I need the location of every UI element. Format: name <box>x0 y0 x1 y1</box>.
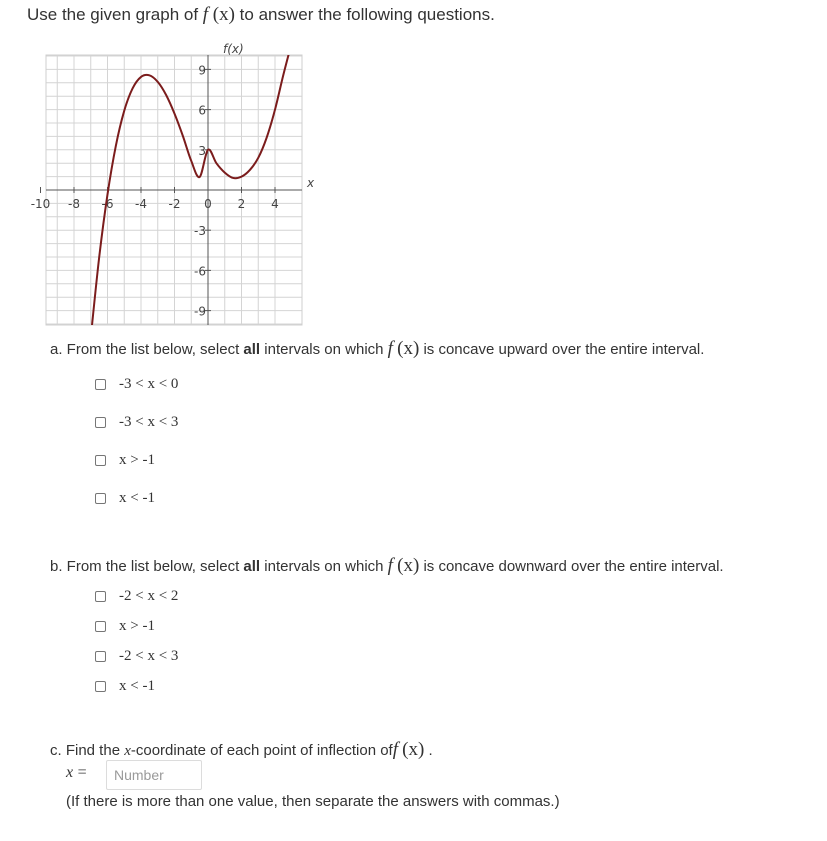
part-b-option-1[interactable]: -2 < x < 2 <box>95 588 178 605</box>
y-tick-label: 6 <box>198 103 206 118</box>
y-tick-label: 9 <box>198 63 206 78</box>
x-tick-label: 2 <box>237 197 246 211</box>
x-tick-label: -4 <box>135 197 147 211</box>
x-tick-label: -2 <box>168 197 181 211</box>
checkbox[interactable] <box>95 651 106 662</box>
y-axis-label: f(x) <box>223 42 244 56</box>
x-tick-label: 4 <box>271 197 279 211</box>
answer-note: (If there is more than one value, then separate the answers with commas.) <box>66 793 560 810</box>
answer-label: x = <box>66 764 87 781</box>
checkbox[interactable] <box>95 417 106 428</box>
checkbox[interactable] <box>95 591 106 602</box>
inflection-answer-input[interactable] <box>106 760 202 790</box>
part-a-option-4[interactable]: x < -1 <box>95 490 155 507</box>
checkbox[interactable] <box>95 621 106 632</box>
y-tick-label: -6 <box>194 264 206 279</box>
part-b-option-4[interactable]: x < -1 <box>95 678 155 695</box>
y-tick-label: -9 <box>194 304 206 319</box>
part-b-option-2[interactable]: x > -1 <box>95 618 155 635</box>
checkbox[interactable] <box>95 455 106 466</box>
part-c-question: c. Find the x-coordinate of each point of inflection off (x) . <box>50 739 433 760</box>
part-a-option-1[interactable]: -3 < x < 0 <box>95 376 178 393</box>
y-tick-label: -3 <box>194 224 206 239</box>
question-intro: Use the given graph of f (x) to answer the following questions. <box>27 4 495 25</box>
x-tick-label: -8 <box>68 197 80 211</box>
part-a-question: a. From the list below, select all intervals on which f (x) is concave upward over the entire interval. <box>50 338 705 359</box>
checkbox[interactable] <box>95 493 106 504</box>
checkbox[interactable] <box>95 379 106 390</box>
x-tick-label: -10 <box>30 197 51 211</box>
part-b-option-3[interactable]: -2 < x < 3 <box>95 648 178 665</box>
y-tick-label: 3 <box>198 143 206 158</box>
x-axis-label: x <box>307 176 315 190</box>
checkbox[interactable] <box>95 681 106 692</box>
x-tick-label: 0 <box>204 197 212 211</box>
part-a-option-2[interactable]: -3 < x < 3 <box>95 414 178 431</box>
part-a-option-3[interactable]: x > -1 <box>95 452 155 469</box>
part-b-question: b. From the list below, select all intervals on which f (x) is concave downward over the entire interval. <box>50 555 724 576</box>
x-tick-label: -6 <box>101 197 114 211</box>
f-symbol: f <box>202 4 209 25</box>
